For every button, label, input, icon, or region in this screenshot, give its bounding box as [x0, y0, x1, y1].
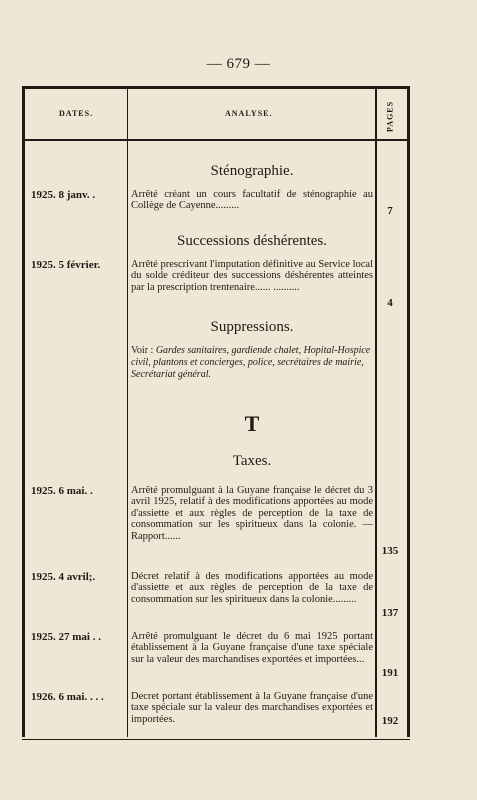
entry-date: 1925. 6 mai. . [31, 485, 93, 497]
column-divider-pages [375, 89, 377, 737]
column-divider-dates [127, 89, 128, 737]
entry-page: 7 [387, 205, 393, 217]
index-letter: T [244, 411, 260, 436]
entry-date: 1925. 4 avril;. [31, 571, 96, 583]
header-dates: DATES. [59, 109, 94, 118]
header-analyse: ANALYSE. [225, 109, 273, 118]
entry-analysis: Decret portant établissement à la Guyane française d'une taxe spéciale sur la valeur des marchandises exportées et importées. [131, 691, 373, 725]
header-pages: PAGES [385, 100, 395, 132]
entry-page: 192 [381, 715, 399, 727]
entry-date: 1925. 8 janv. . [31, 189, 96, 201]
section-title-successions: Successions déshérentes. [177, 233, 327, 249]
entry-page: 137 [381, 607, 399, 619]
entry-date: 1925. 27 mai . . [31, 631, 101, 643]
entry-page: 191 [381, 667, 399, 679]
entry-date: 1926. 6 mai. . . . [31, 691, 104, 703]
section-title-stenographie: Sténographie. [210, 163, 294, 179]
entry-analysis: Arrêté promulguant à la Guyane française le décret du 3 avril 1925, relatif à des modifications apportées au mode d'assiette et aux règles de perception de la taxe de consommation sur les spiritueux dans la colonie. — Rapport...... [131, 485, 373, 542]
index-table [22, 86, 410, 737]
entry-date: 1925. 5 février. [31, 259, 101, 271]
see-also-note [131, 345, 373, 381]
entry-analysis: Arrêté créant un cours facultatif de sténographie au Collège de Cayenne......... [131, 189, 373, 212]
entry-analysis: Arrêté promulguant le décret du 6 mai 1925 portant établissement à la Guyane française d'une taxe spéciale sur la valeur des marchandises exportées et importées... [131, 631, 373, 665]
see-also-lead: Voir : [131, 345, 154, 356]
entry-analysis: Décret relatif à des modifications apportées au mode d'assiette et aux règles de perception de la taxe de consommation sur les spiritueux dans la colonie......... [131, 571, 373, 605]
entry-page: 135 [381, 545, 399, 557]
entry-analysis: Arrêté prescrivant l'imputation définitive au Service local du solde créditeur des successions déshérentes atteintes par la prescription trentenaire...... .......... [131, 259, 373, 293]
see-also-text: Gardes sanitaires, gardiende chalet, Hopital-Hospice civil, plantons et concierges, police, secrétaires de mairie, Secrétariat général. [131, 345, 371, 380]
page-number: — 679 — [206, 56, 271, 72]
header-rule [25, 139, 407, 141]
section-title-suppressions: Suppressions. [210, 319, 294, 335]
entry-page: 4 [387, 297, 393, 309]
section-title-taxes: Taxes. [232, 453, 272, 469]
